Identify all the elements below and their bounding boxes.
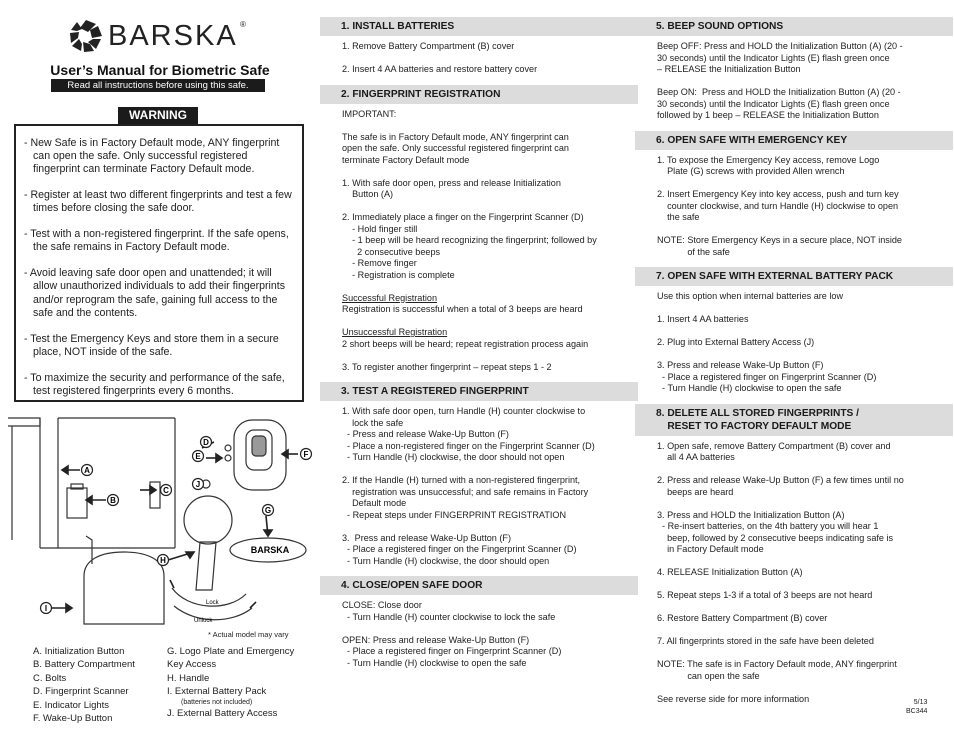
legend-item: G. Logo Plate and Emergency	[167, 646, 295, 657]
section-line: OPEN: Press and release Wake-Up Button (F)	[342, 634, 530, 645]
legend-item: B. Battery Compartment	[33, 659, 135, 671]
section-line: - Turn Handle (H) clockwise to open the safe	[657, 383, 842, 393]
section-line: beep, followed by 2 consecutive beeps indicating safe is	[657, 532, 894, 543]
warning-item: - Register at least two different fingerprints and test a few times before closing the safe door.	[24, 189, 292, 215]
section-line: 2. Press and release Wake-Up Button (F) a few times until no	[657, 475, 904, 485]
diagram-label-d: D	[203, 438, 209, 447]
section-body	[320, 104, 638, 383]
section-line: 3. To register another fingerprint – repeat steps 1 - 2	[342, 361, 552, 372]
section-heading	[320, 85, 638, 104]
section-line	[342, 281, 634, 293]
section-line	[657, 224, 949, 236]
section-line: - Place a registered finger on Fingerprint Scanner (D)	[342, 646, 562, 656]
unlock-arc-shape	[174, 606, 252, 620]
safe-door-outline	[58, 418, 175, 548]
section-heading	[635, 404, 953, 436]
section-line	[342, 316, 634, 328]
section-line: registration was unsuccessful; and safe remains in Factory	[342, 486, 589, 497]
section-line: - Remove finger	[342, 258, 417, 268]
section-heading	[635, 17, 953, 36]
section-line: all 4 AA batteries	[657, 452, 735, 462]
section-line: 2 short beeps will be heard; repeat registration process again	[342, 338, 589, 349]
handle-knob-shape	[184, 496, 232, 544]
section-line: 2. Insert Emergency Key into key access, push and turn key	[657, 189, 899, 199]
section-line: - Place a non-registered finger on the Fingerprint Scanner (D)	[342, 440, 595, 451]
brand-name: BARSKA	[108, 20, 238, 52]
section-line: 4. RELEASE Initialization Button (A)	[657, 567, 803, 577]
warning-label: WARNING	[118, 107, 198, 124]
logo-plate-brand: BARSKA	[250, 545, 290, 555]
section-line: terminate Factory Default mode	[342, 154, 470, 165]
section-line: 1. Open safe, remove Battery Compartment (B) cover and	[657, 440, 891, 451]
barska-aperture-icon	[68, 18, 104, 54]
section-line: Beep ON: Press and HOLD the Initialization Button (A) (20 -	[657, 87, 901, 97]
handle-lever-shape	[196, 542, 216, 590]
section-line: 30 seconds) until the Indicator Lights (E) flash green once	[657, 52, 890, 63]
section-line	[657, 178, 949, 190]
section-line: the safe	[657, 212, 700, 222]
diagram-label-h: H	[160, 556, 166, 565]
section-line	[342, 350, 634, 362]
section-line: 1. Insert 4 AA batteries	[657, 314, 749, 324]
section-line	[657, 602, 949, 614]
section-line: Beep OFF: Press and HOLD the Initialization Button (A) (20 -	[657, 41, 903, 51]
section-line: lock the safe	[342, 417, 404, 428]
section-line: Registration is successful when a total of 3 beeps are heard	[342, 304, 583, 314]
legend-item: E. Indicator Lights	[33, 699, 110, 711]
section-line	[657, 326, 949, 338]
section-line	[657, 76, 949, 88]
parts-legend-left	[33, 645, 135, 725]
instructions-column-1	[320, 17, 638, 678]
section-line: of the safe	[657, 246, 730, 257]
section-line: - Turn Handle (H) clockwise, the door should open	[342, 555, 550, 566]
external-battery-pack-shape	[84, 552, 164, 624]
diagram-label-e: E	[195, 452, 201, 461]
section-heading	[320, 576, 638, 595]
section-title: 3. TEST A REGISTERED FINGERPRINT	[341, 386, 529, 397]
section-line: Successful Registration	[342, 292, 438, 303]
warning-item: - Avoid leaving safe door open and unattended; it will allow unauthorized individuals to add their fingerprints and/or reprogram the safe, gaining full access to the safe and the contents.	[24, 267, 286, 319]
legend-item: D. Fingerprint Scanner	[33, 686, 129, 698]
section-title: 2. FINGERPRINT REGISTRATION	[341, 88, 501, 100]
section-line	[657, 303, 949, 315]
section-line: can open the safe	[657, 670, 760, 681]
section-line: 1. With safe door open, turn Handle (H) counter clockwise to	[342, 406, 586, 416]
legend-item: C. Bolts	[33, 672, 67, 684]
section-line: Plate (G) screws with provided Allen wrench	[657, 166, 845, 176]
section-line	[342, 464, 634, 476]
section-body	[635, 286, 953, 404]
section-line: 1. To expose the Emergency Key access, remove Logo	[657, 154, 880, 165]
section-heading	[635, 267, 953, 286]
section-line	[657, 682, 949, 694]
section-line: IMPORTANT:	[342, 108, 397, 119]
section-line: 2. Plug into External Battery Access (J)	[657, 337, 815, 347]
section-line: - Press and release Wake-Up Button (F)	[342, 429, 509, 439]
section-title: 4. CLOSE/OPEN SAFE DOOR	[341, 580, 483, 591]
section-line: - Turn Handle (H) clockwise to open the safe	[342, 657, 527, 668]
section-title: 7. OPEN SAFE WITH EXTERNAL BATTERY PACK	[656, 271, 894, 282]
section-line: beeps are heard	[657, 486, 734, 497]
diagram-label-j: J	[195, 480, 201, 489]
section-line: 1. Remove Battery Compartment (B) cover	[342, 41, 515, 51]
section-line: 7. All fingerprints stored in the safe have been deleted	[657, 636, 874, 646]
legend-item: H. Handle	[167, 672, 210, 684]
section-line: in Factory Default mode	[657, 544, 764, 554]
battery-compartment-shape	[67, 488, 87, 518]
section-line: followed by 1 beep – RELEASE the Initialization Button	[657, 110, 879, 120]
diagram-label-c: C	[163, 486, 169, 495]
section-line: Unsuccessful Registration	[342, 327, 448, 337]
section-body	[635, 36, 953, 131]
revision-date: 5/13	[913, 699, 928, 706]
section-line: Default mode	[342, 498, 407, 508]
section-line: 2. Insert 4 AA batteries and restore battery cover	[342, 64, 538, 74]
section-line	[342, 120, 634, 132]
read-all-banner: Read all instructions before using this safe.	[51, 79, 265, 92]
section-line: See reverse side for more information	[657, 693, 810, 704]
section-line	[342, 53, 634, 65]
section-line	[342, 521, 634, 533]
section-line: - Place a registered finger on Fingerprint Scanner (D)	[657, 371, 877, 382]
section-line: - Place a registered finger on the Fingerprint Scanner (D)	[342, 544, 577, 554]
legend-item: I. External Battery Pack	[167, 686, 267, 698]
section-body	[320, 401, 638, 576]
actual-model-note: * Actual model may vary	[208, 630, 289, 639]
indicator-light-shape	[225, 445, 231, 451]
parts-legend-right	[167, 645, 294, 720]
section-body	[320, 36, 638, 85]
section-heading	[635, 131, 953, 150]
section-line: open the safe. Only successful registered fingerprint can	[342, 143, 569, 153]
section-line: 2. If the Handle (H) turned with a non-registered fingerprint,	[342, 475, 581, 485]
section-line	[657, 464, 949, 476]
section-line: 1. With safe door open, press and release Initialization	[342, 177, 561, 188]
section-line: - Turn Handle (H) clockwise, the door should not open	[342, 452, 565, 462]
diagram-label-f: F	[303, 450, 309, 459]
section-line: 2. Immediately place a finger on the Fingerprint Scanner (D)	[342, 212, 584, 222]
section-line	[657, 498, 949, 510]
section-body	[635, 150, 953, 268]
section-title: 8. DELETE ALL STORED FINGERPRINTS /	[656, 407, 860, 419]
section-line: - Re-insert batteries, on the 4th battery you will hear 1	[657, 521, 879, 531]
warning-item: - Test the Emergency Keys and store them in a secure place, NOT inside of the safe.	[24, 332, 279, 358]
section-line: - 1 beep will be heard recognizing the fingerprint; followed by	[342, 235, 597, 245]
section-line	[342, 623, 634, 635]
warning-item: - Test with a non-registered fingerprint. If the safe opens, the safe remains in Factory Default mode.	[24, 228, 289, 254]
section-line	[657, 625, 949, 637]
section-line	[342, 166, 634, 178]
section-line	[657, 579, 949, 591]
legend-item: Key Access	[167, 659, 217, 671]
section-title-line-2: RESET TO FACTORY DEFAULT MODE	[656, 420, 852, 432]
section-line: - Repeat steps under FINGERPRINT REGISTRATION	[342, 509, 567, 520]
unlock-label: Unlock	[194, 618, 213, 624]
battery-cable-shape	[86, 536, 92, 564]
section-line: CLOSE: Close door	[342, 600, 422, 610]
section-line: counter clockwise, and turn Handle (H) clockwise to open	[657, 200, 899, 211]
section-title: 6. OPEN SAFE WITH EMERGENCY KEY	[656, 134, 848, 146]
brand-registered-mark: ®	[240, 20, 246, 29]
lock-label: Lock	[206, 600, 219, 606]
section-body	[320, 595, 638, 678]
safe-parts-diagram	[0, 412, 320, 642]
section-line	[657, 648, 949, 660]
section-line	[657, 556, 949, 568]
legend-item: F. Wake-Up Button	[33, 713, 113, 725]
diagram-label-i: I	[44, 604, 48, 613]
section-line: - Turn Handle (H) counter clockwise to lock the safe	[342, 611, 556, 622]
warning-list	[24, 137, 294, 398]
legend-note: (batteries not included)	[181, 698, 253, 706]
section-line: 3. Press and HOLD the Initialization Button (A)	[657, 509, 845, 520]
safe-top-edge	[8, 418, 40, 426]
section-line: 3. Press and release Wake-Up Button (F)	[342, 532, 511, 543]
section-line: 3. Press and release Wake-Up Button (F)	[657, 360, 824, 370]
section-line	[342, 201, 634, 213]
instructions-column-2	[635, 17, 953, 714]
section-line: – RELEASE the Initialization Button	[657, 64, 801, 74]
warning-item: - To maximize the security and performance of the safe, test registered fingerprints every 6 months.	[24, 371, 285, 397]
warning-box	[14, 124, 304, 402]
section-line: 5. Repeat steps 1-3 if a total of 3 beeps are not heard	[657, 590, 873, 600]
section-heading	[320, 382, 638, 401]
section-line: - Registration is complete	[342, 269, 455, 280]
section-line: - Hold finger still	[342, 223, 418, 234]
warning-item: - New Safe is in Factory Default mode, ANY fingerprint can open the safe. Only successful registered fingerprint can terminate Factory Default mode.	[24, 137, 280, 176]
section-title: 5. BEEP SOUND OPTIONS	[656, 21, 784, 32]
section-heading	[320, 17, 638, 36]
diagram-label-g: G	[264, 506, 272, 515]
section-line: NOTE: Store Emergency Keys in a secure place, NOT inside	[657, 235, 902, 245]
section-line	[657, 349, 949, 361]
section-line: NOTE: The safe is in Factory Default mode, ANY fingerprint	[657, 659, 897, 669]
revision-code: BC344	[906, 708, 928, 715]
section-line: 30 seconds) until the Indicator Lights (E) flash green once	[657, 98, 890, 109]
section-line: Button (A)	[342, 189, 394, 199]
section-line: Use this option when internal batteries are low	[657, 291, 844, 301]
legend-item: A. Initialization Button	[33, 646, 125, 657]
section-line: 6. Restore Battery Compartment (B) cover	[657, 613, 828, 623]
bolts-shape	[150, 482, 160, 508]
diagram-label-a: A	[84, 466, 90, 475]
diagram-label-b: B	[110, 496, 116, 505]
manual-title: User’s Manual for Biometric Safe	[50, 62, 270, 78]
section-body	[635, 436, 953, 715]
section-title: 1. INSTALL BATTERIES	[341, 21, 455, 32]
section-line: The safe is in Factory Default mode, ANY fingerprint can	[342, 131, 569, 142]
section-line: 2 consecutive beeps	[342, 246, 441, 257]
barska-logo	[68, 18, 248, 54]
legend-item: J. External Battery Access	[167, 707, 278, 719]
revision-info	[906, 698, 927, 716]
